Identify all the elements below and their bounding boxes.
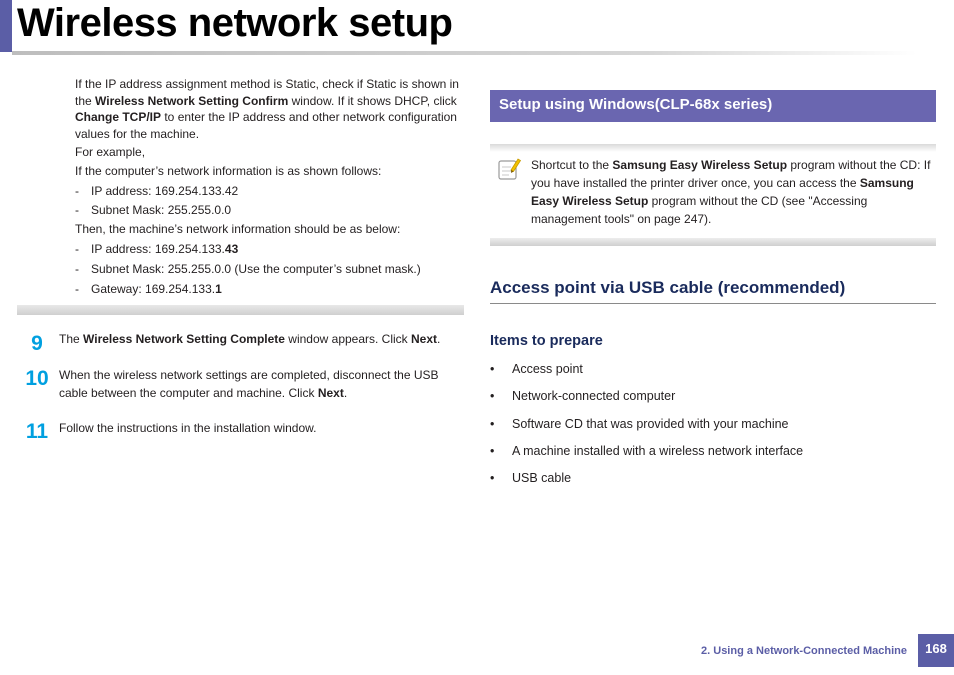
list-item: • USB cable xyxy=(490,471,572,485)
intro-separator xyxy=(17,305,464,315)
items-to-prepare-heading: Items to prepare xyxy=(490,333,603,349)
example-label: For example, xyxy=(75,145,146,159)
note-text: Shortcut to the Samsung Easy Wireless Setup program without the CD: If you have installed the printer driver once, you can access the Samsung Easy Wireless Setup program without the CD (see "Accessing management tools" on page 247). xyxy=(531,158,931,226)
usb-access-point-heading: Access point via USB cable (recommended) xyxy=(490,278,846,297)
computer-ip-item: - IP address: 169.254.133.42 xyxy=(75,184,239,198)
page-number: 168 xyxy=(918,634,954,667)
header-accent-bar xyxy=(0,0,12,52)
machine-info-intro: Then, the machine’s network information should be as below: xyxy=(75,222,401,236)
step-10-text: When the wireless network settings are completed, disconnect the USB cable between the computer and machine. Click Next. xyxy=(59,368,439,400)
computer-info-intro: If the computer’s network information is as shown follows: xyxy=(75,164,382,178)
note-top-border xyxy=(490,144,936,152)
heading-rule xyxy=(490,303,936,304)
step-number-9: 9 xyxy=(31,332,43,355)
section-title: Setup using Windows(CLP-68x series) xyxy=(499,96,773,113)
list-item: • A machine installed with a wireless network interface xyxy=(490,444,804,458)
computer-mask-item: - Subnet Mask: 255.255.0.0 xyxy=(75,203,232,217)
step-9-text: The Wireless Network Setting Complete window appears. Click Next. xyxy=(59,332,441,346)
machine-mask-item: - Subnet Mask: 255.255.0.0 (Use the computer’s subnet mask.) xyxy=(75,262,421,276)
change-tcpip-term: Change TCP/IP xyxy=(75,110,162,124)
step-number-11: 11 xyxy=(25,420,49,443)
note-pencil-icon xyxy=(497,157,521,181)
note-bottom-border xyxy=(490,238,936,246)
title-underline xyxy=(12,51,917,55)
static-check-paragraph: If the IP address assignment method is Static, check if Static is shown in the Wireless Network Setting Confirm window. If it shows DHCP, click Change TCP/IP to enter the IP address and other network configuration values for the machine. xyxy=(75,77,459,141)
machine-ip-item: - IP address: 169.254.133.43 xyxy=(75,242,239,256)
list-item: • Software CD that was provided with your machine xyxy=(490,417,789,431)
step-number-10: 10 xyxy=(25,367,49,390)
list-item: • Network-connected computer xyxy=(490,389,676,403)
wireless-network-setting-confirm-term: Wireless Network Setting Confirm xyxy=(95,93,289,108)
list-item: • Access point xyxy=(490,362,583,376)
chapter-footer: 2. Using a Network-Connected Machine xyxy=(701,645,907,657)
machine-gateway-item: - Gateway: 169.254.133.1 xyxy=(75,282,222,296)
samsung-easy-wireless-setup-term: Samsung Easy Wireless Setup xyxy=(612,158,788,172)
page-title: Wireless network setup xyxy=(17,1,453,45)
step-11-text: Follow the instructions in the installation window. xyxy=(59,421,317,435)
